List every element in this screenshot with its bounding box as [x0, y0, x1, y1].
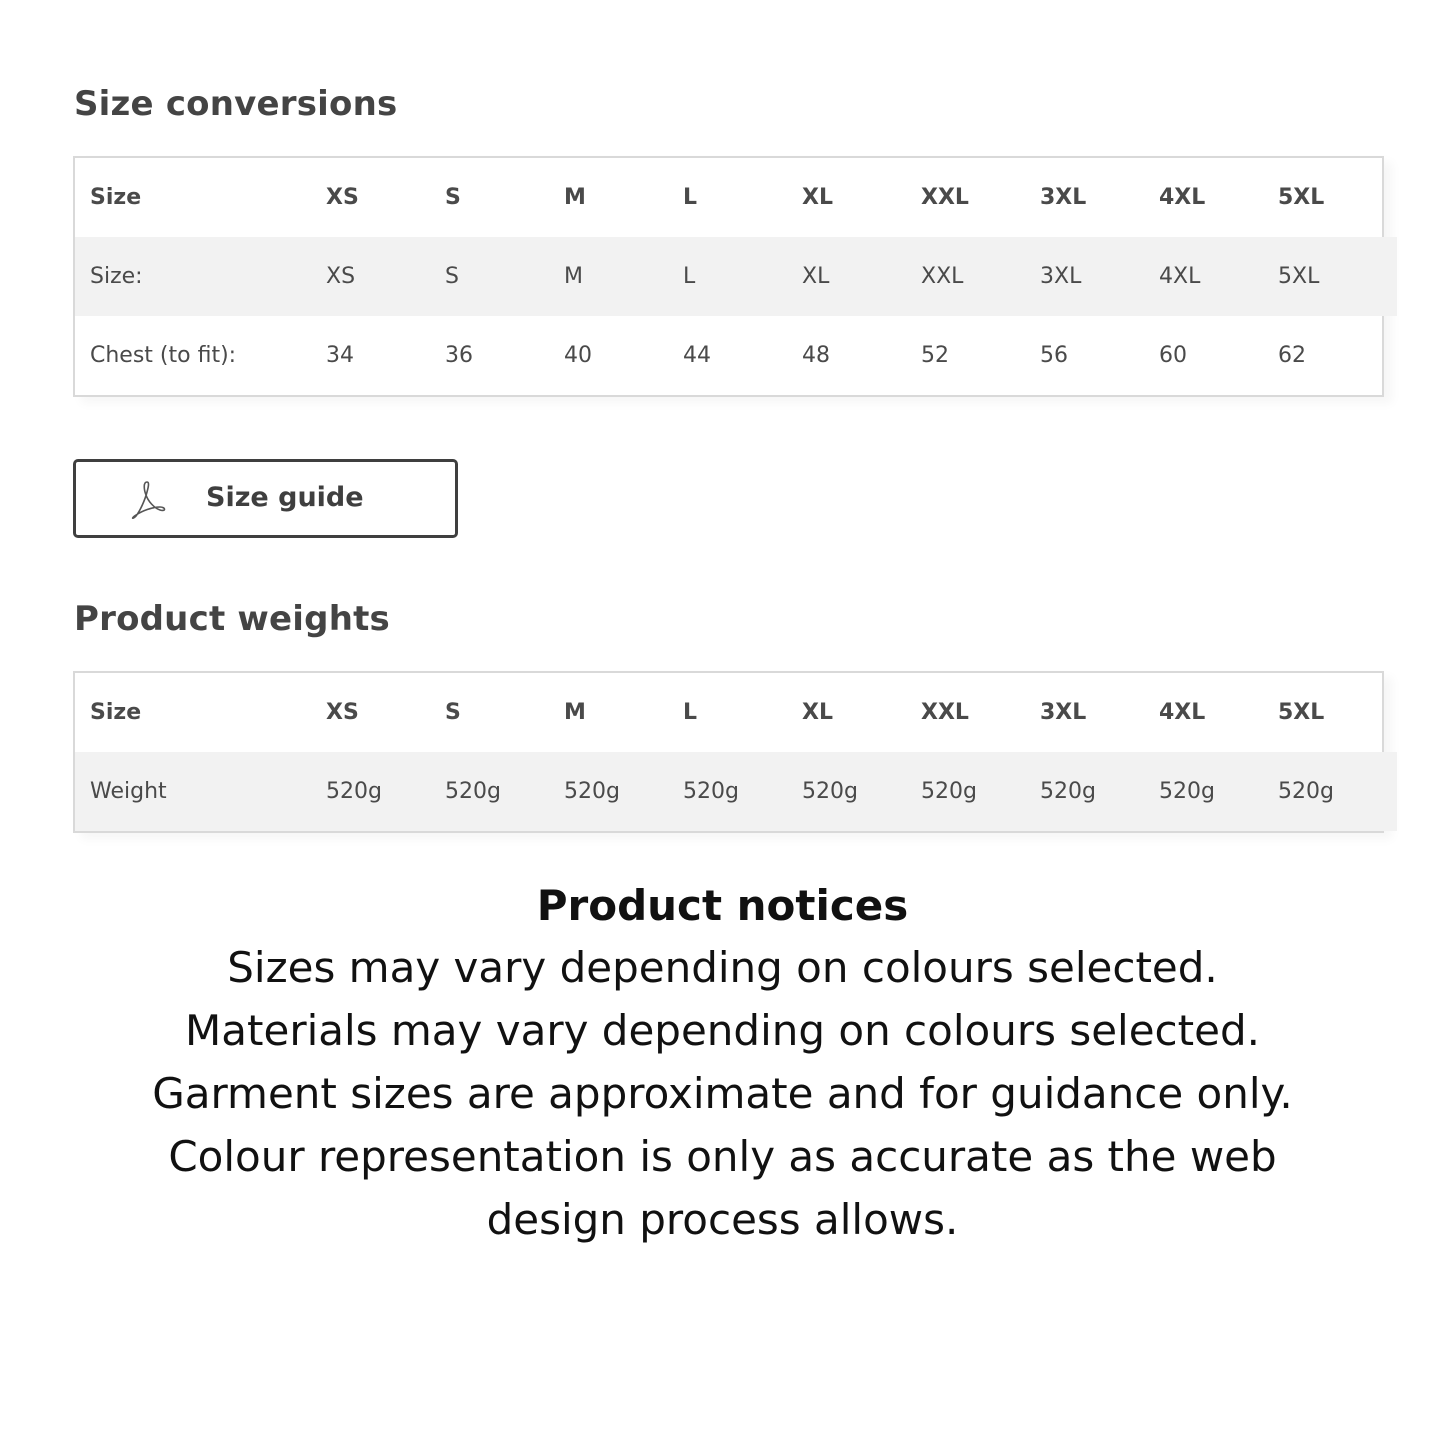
- header-cell: L: [683, 185, 698, 210]
- product-weights-heading: Product weights: [74, 599, 390, 639]
- header-cell: 3XL: [1040, 185, 1087, 210]
- table-cell: 52: [921, 343, 949, 368]
- notice-line: Sizes may vary depending on colours selected.: [227, 943, 1218, 992]
- table-cell: XS: [326, 237, 445, 316]
- size-guide-button[interactable]: [73, 459, 458, 538]
- header-cell: 5XL: [1278, 185, 1325, 210]
- table-cell: 56: [1040, 343, 1068, 368]
- table-cell: XXL: [921, 237, 1040, 316]
- table-cell: 4XL: [1159, 237, 1278, 316]
- table-row: [75, 316, 1397, 395]
- table-cell: S: [445, 237, 564, 316]
- notice-line: Colour representation is only as accurate as the web design process allows.: [168, 1132, 1277, 1244]
- table-cell: 60: [1159, 343, 1187, 368]
- table-cell: 520g: [445, 752, 564, 831]
- header-cell: XL: [802, 185, 833, 210]
- header-cell: 5XL: [1278, 700, 1325, 725]
- header-cell: 3XL: [1040, 700, 1087, 725]
- table-cell: 520g: [326, 752, 445, 831]
- header-cell: XS: [326, 185, 359, 210]
- table-cell: 5XL: [1278, 237, 1397, 316]
- product-notices-title: Product notices: [536, 881, 909, 930]
- product-weights-table: [73, 671, 1384, 833]
- table-cell: 3XL: [1040, 237, 1159, 316]
- table-cell: L: [683, 237, 802, 316]
- row-label: Weight: [75, 752, 326, 831]
- table-cell: 62: [1278, 343, 1306, 368]
- table-cell: 48: [802, 343, 830, 368]
- header-cell: S: [445, 185, 461, 210]
- row-label: Chest (to fit):: [90, 343, 237, 368]
- table-header-row: [75, 673, 1397, 752]
- table-cell: 34: [326, 343, 354, 368]
- table-row: [75, 752, 1397, 831]
- header-cell: Size: [90, 185, 142, 210]
- pdf-icon: [126, 478, 168, 520]
- table-cell: 520g: [1278, 752, 1397, 831]
- table-cell: 520g: [1040, 752, 1159, 831]
- notice-line: Materials may vary depending on colours selected.: [185, 1006, 1260, 1055]
- table-cell: M: [564, 237, 683, 316]
- notice-line: Garment sizes are approximate and for guidance only.: [152, 1069, 1293, 1118]
- header-cell: M: [564, 185, 586, 210]
- header-cell: 4XL: [1159, 185, 1206, 210]
- table-cell: 520g: [802, 752, 921, 831]
- header-cell: Size: [90, 700, 142, 725]
- table-cell: XL: [802, 237, 921, 316]
- table-cell: 44: [683, 343, 711, 368]
- table-cell: 520g: [564, 752, 683, 831]
- header-cell: XS: [326, 700, 359, 725]
- header-cell: XXL: [921, 185, 969, 210]
- table-header-row: [75, 158, 1397, 237]
- header-cell: XXL: [921, 700, 969, 725]
- table-cell: 520g: [1159, 752, 1278, 831]
- header-cell: S: [445, 700, 461, 725]
- product-notices: [150, 876, 1295, 1251]
- row-label: Size:: [75, 237, 326, 316]
- table-cell: 40: [564, 343, 592, 368]
- size-guide-label: Size guide: [206, 482, 364, 513]
- table-cell: 36: [445, 343, 473, 368]
- header-cell: L: [683, 700, 698, 725]
- table-cell: 520g: [921, 752, 1040, 831]
- header-cell: 4XL: [1159, 700, 1206, 725]
- header-cell: M: [564, 700, 586, 725]
- size-conversions-heading: Size conversions: [74, 84, 398, 124]
- header-cell: XL: [802, 700, 833, 725]
- size-conversions-table: [73, 156, 1384, 397]
- table-row: [75, 237, 1397, 316]
- table-cell: 520g: [683, 752, 802, 831]
